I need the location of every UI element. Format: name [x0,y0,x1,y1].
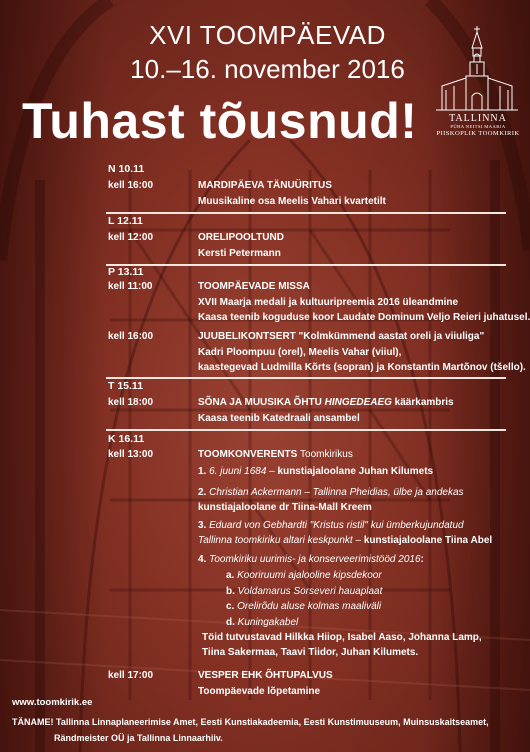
divider [106,429,506,431]
event-time: kell 12:00 [108,232,154,243]
presenters-line: Tiina Sakermaa, Taavi Tiidor, Juhan Kilumets. [202,647,419,658]
event-detail: kaastegevad Ludmilla Kõrts (sopran) ja Konstantin Martõnov (tšello). [198,362,526,373]
talk-item: 2. Christian Ackermann – Tallinna Pheidias, ülbe ja andekas [198,487,464,498]
talk-item: 1. 6. juuni 1684 – kunstiajaloolane Juhan Kilumets [198,466,434,477]
logo-subtitle: PÜHA NEITSI MAARJA [450,124,506,129]
event-time: kell 17:00 [108,670,154,681]
website-link[interactable]: www.toomkirik.ee [12,697,93,708]
talk-item: 3. Eduard von Gebhardti "Kristus ristil" kui ümberkujundatud [198,520,464,531]
event-detail: Kersti Petermann [198,248,281,259]
event-time: kell 11:00 [108,281,153,292]
event-time: kell 16:00 [108,331,154,342]
page-title: Tuhast tõusnud! [22,93,418,149]
subtalk-item: b. Voldamarus Sorseveri hauaplaat [226,586,383,597]
day-date: P 13.11 [108,266,144,278]
cathedral-tower-icon [432,26,522,112]
day-date: K 16.11 [108,433,145,445]
event-time: kell 16:00 [108,180,154,191]
divider [106,212,506,214]
event-title: TOOMPÄEVADE MISSA [198,281,310,292]
event-detail: Toompäevade lõpetamine [198,686,321,697]
event-title: SÕNA JA MUUSIKA ÕHTU HINGEDEAEG käärkambris [198,397,454,408]
event-title: TOOMKONVERENTS Toomkirikus [198,449,353,460]
event-detail: Kaasa teenib koguduse koor Laudate Dominum Veljo Reieri juhatusel. [198,312,530,323]
logo-subtitle-2: PIISKOPLIK TOOMKIRIK [436,130,520,137]
event-title: ORELIPOOLTUND [198,232,284,243]
event-detail: Kaasa teenib Katedraali ansambel [198,413,360,424]
event-detail: Muusikaline osa Meelis Vahari kvartetilt [198,196,386,207]
event-detail: Kadri Ploompuu (orel), Meelis Vahar (viiul), [198,347,402,358]
day-date: L 12.11 [108,215,143,227]
event-title: VESPER EHK ÕHTUPALVUS [198,670,333,681]
event-detail: XVII Maarja medali ja kultuuripreemia 2016 üleandmine [198,297,459,308]
subtalk-item: c. Orelirõdu aluse kolmas maaliväli [226,601,382,612]
festival-edition: XVI TOOMPÄEVAD [149,20,386,50]
cathedral-logo [432,26,522,117]
subtalk-item: a. Kooriruumi ajalooline kipsdekoor [226,570,382,581]
event-time: kell 13:00 [108,449,154,460]
subtalk-item: d. Kuningakabel [226,617,299,628]
event-title: MARDIPÄEVA TÄNUÜRITUS [198,180,332,191]
divider [106,377,506,379]
event-title: JUUBELIKONTSERT "Kolmkümmend aastat oreli ja viiuliga" [198,331,485,342]
talk-item: Tallinna toomkiriku altari keskpunkt – kunstiajaloolane Tiina Abel [198,535,493,546]
talk-item: 4. Toomkiriku uurimis- ja konserveerimistööd 2016: [198,554,424,565]
event-time: kell 18:00 [108,397,154,408]
festival-dates: 10.–16. november 2016 [130,54,405,84]
thanks-line-2: Rändmeister OÜ ja Tallinna Linnaarhiiv. [54,733,223,743]
logo-name: TALLINNA [449,113,507,124]
day-date: T 15.11 [108,380,144,392]
presenters-line: Töid tutvustavad Hilkka Hiiop, Isabel Aaso, Johanna Lamp, [202,632,482,643]
divider [106,264,506,266]
day-date: N 10.11 [108,163,145,175]
talk-speaker: kunstiajaloolane dr Tiina-Mall Kreem [198,502,372,513]
thanks-line: TÄNAME! Tallinna Linnaplaneerimise Amet, Eesti Kunstiakadeemia, Eesti Kunstimuuseum, Muinsuskaitseamet, [12,717,489,727]
